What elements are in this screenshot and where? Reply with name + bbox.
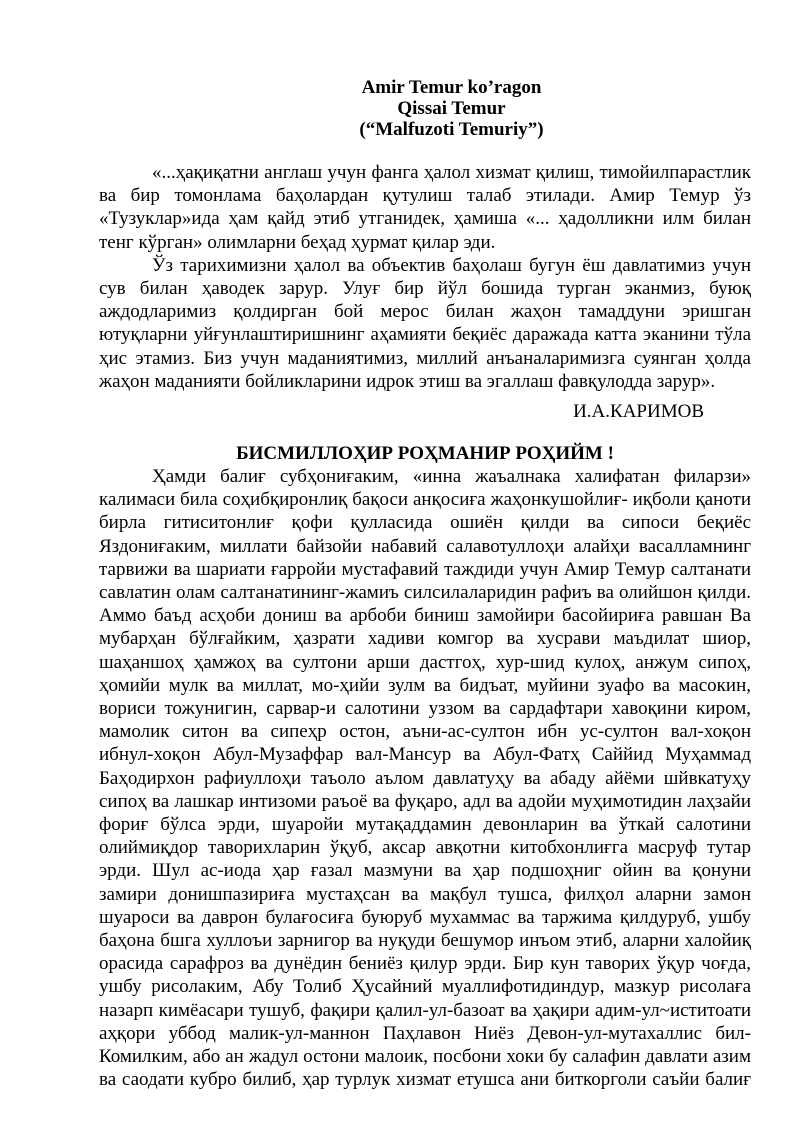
main-line: назарп кимёасари тушуб, фақири қалил-ул-базоат ва ҳақири адим-ул~иститоати <box>99 999 751 1021</box>
epigraph-line: тенг кўрган» олимларни беҳад ҳурмат қилар эди. <box>99 231 496 253</box>
section-title <box>0 442 800 465</box>
epigraph-line: жаҳон маданияти бойликларини идрок этиш ва эгаллаш фавқулодда зарур». <box>99 370 716 392</box>
main-line: эрди. Шул ас-иода ҳар ғазал мазмуни ва ҳар подшоҳниг ойин ва қонуни <box>99 860 751 882</box>
main-line: фориғ бўлса эрди, шуаройи мутақаддамин девонларин ва ўткай салотини <box>99 814 751 836</box>
main-line: олиймиқдор таворихларин ўқуб, аксар авқотни китобхонлиғга масруф тутар <box>99 837 751 859</box>
epigraph-line: ва бир томонлама баҳолардан қутулиш талаб этилади. Амир Темур ўз <box>99 185 751 207</box>
main-line: мубарҳан бўлғайким, ҳазрати хадиви комгор ва хусрави маъдилат шиор, <box>99 628 751 650</box>
main-line: шуароси ва даврон булағосиға буюруб мухаммас ва таржима қилдуруб, ушбу <box>99 906 751 928</box>
main-line: тарвижи ва шариати ғарройи мустафавий таждиди учун Амир Темур салтанати <box>99 558 751 580</box>
main-line: савлатин олам салтанатининг-жамиъ силсилаларидин рафиъ ва олийшон қилди. <box>99 582 751 604</box>
header-author-line: Amir Temur ko’ragon <box>361 77 542 98</box>
main-line: бирла гитиситонлиғ қофи қулласида ошиён қилди ва сипоси беқиёс <box>99 512 751 534</box>
main-line: сипоҳ ва лашкар интизоми раъоё ва фуқаро, адл ва адойи муҳимотидин лаҳзайи <box>99 790 751 812</box>
main-line: мамолик ситон ва сипеҳр остон, аъни-ас-султон ибн ус-султон вал-хоқон <box>99 721 751 743</box>
epigraph-author: И.А.КАРИМОВ <box>573 401 704 422</box>
epigraph-line: ютуқларни уйғунлаштиришнинг аҳамияти беқиёс даражада катта эканини тўла <box>99 324 751 346</box>
main-line: орасида сарафроз ва дунёдин бениёз қилур эрди. Бир кун таворих ўқур чоғда, <box>99 953 751 975</box>
epigraph-text <box>99 161 751 393</box>
main-line: Яздониғаким, миллати байзойи набавий салавотуллоҳи алайҳи васалламнинг <box>99 535 751 557</box>
header-title-line: Qissai Temur <box>397 98 506 119</box>
main-line: ушбу рисолаким, Абу Толиб Ҳусайний муаллифотидиндур, мазкур рисолаға <box>99 976 751 998</box>
main-line: баҳона бшга хуллоъи зарнигор ва нуқуди бешумор инъом этиб, аларни халойиқ <box>99 930 751 952</box>
epigraph-line: аждодларимиз қолдирган бой мерос билан жаҳон тамаддуни эришган <box>99 301 751 323</box>
main-text <box>99 465 751 1091</box>
epigraph-line: Ўз тарихимизни ҳалол ва объектив баҳолаш бугун ёш давлатимиз учун <box>152 254 751 276</box>
section-title-text: БИСМИЛЛОҲИР РОҲМАНИР РОҲИЙМ ! <box>236 443 614 464</box>
main-line: аҳқори уббод малик-ул-маннон Паҳлавон Ниёз Девон-ул-мутахаллис бил- <box>99 1022 751 1044</box>
main-line: ва саодати кубро билиб, ҳар турлук хизмат етушса ани биткорголи саъйи балиғ <box>99 1069 751 1091</box>
header-subtitle-line: (“Malfuzoti Temuriy”) <box>359 119 544 140</box>
main-line: Баҳодирхон рафиуллоҳи таъоло аълом давлатуҳу ва абаду айёми шйвкатуҳу <box>99 767 751 789</box>
main-line: ибнул-хоқон Абул-Музаффар вал-Мансур ва Абул-Фатҳ Саййид Муҳаммад <box>99 744 751 766</box>
epigraph-line: ҳис этамиз. Биз учун маданиятимиз, миллий анъаналаримизга суянган ҳолда <box>99 347 751 369</box>
epigraph-line: «Тузуклар»ида ҳам қайд этиб утганидек, ҳамиша «... ҳадолликни илм билан <box>99 208 751 230</box>
epigraph-line: сув билан ҳаводек зарур. Улуғ бир йўл бошида турган эканмиз, буюқ <box>99 278 751 300</box>
main-line: Аммо баъд асҳоби дониш ва арбоби биниш замойири басойириға равшан Ва <box>99 605 751 627</box>
main-line: калимаси била соҳибқиронлиқ бақоси анқосиға жаҳонкушойлиғ- иқболи қаноти <box>99 489 751 511</box>
document-header <box>0 77 800 140</box>
epigraph-line: «...ҳақиқатни англаш учун фанга ҳалол хизмат қилиш, тимойилпарастлик <box>152 162 751 183</box>
main-line: Ҳамди балиғ субҳониғаким, «инна жаъалнака халифатан филарзи» <box>152 466 751 487</box>
main-line: вориси тожунигин, сарвар-и салотини уззом ва сардафтари хавоқини киром, <box>99 698 751 720</box>
main-line: замири донишпазириға мустаҳсан ва мақбул тушса, филҳол аларни замон <box>99 883 751 905</box>
main-line: шаҳаншоҳ ҳамжоҳ ва султони арши дастгоҳ, хур-шид кулоҳ, анжум сипоҳ, <box>99 651 751 673</box>
main-line: Комилким, або ан жадул остони малоик, посбони хоки бу салафин давлати азим <box>99 1046 751 1068</box>
main-line: ҳомийи мулк ва миллат, мо-ҳийи зулм ва бидъат, муйини зуафо ва масокин, <box>99 674 751 696</box>
